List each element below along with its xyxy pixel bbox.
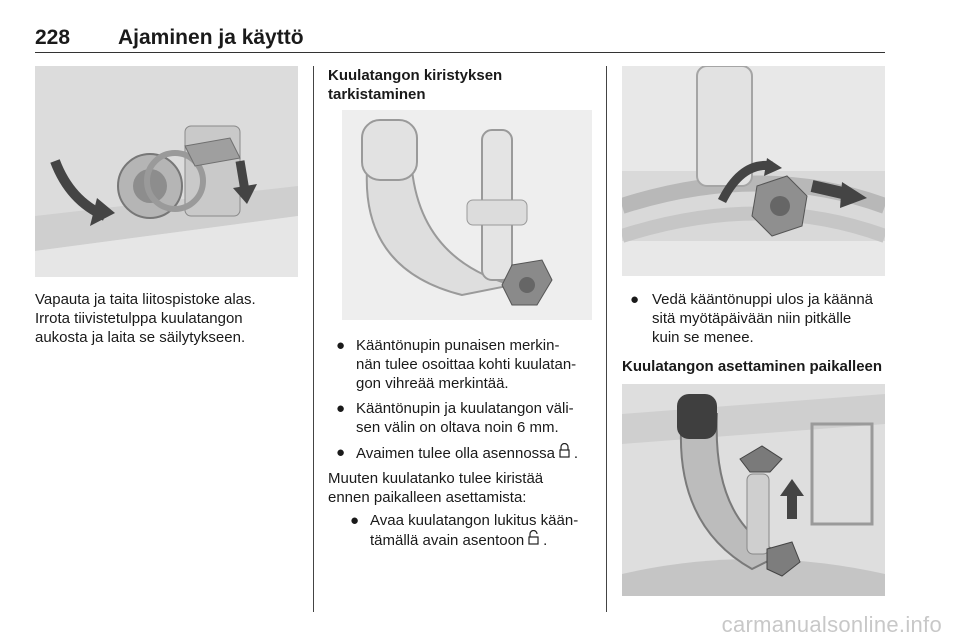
page-number: 228 (35, 26, 71, 49)
col2-sub-bullet-list (328, 511, 606, 550)
col2-bullet-1-line-2: nän tulee osoittaa kohti kuulatan- (356, 356, 577, 373)
col2-bullet-1-line-3: gon vihreää merkintää. (356, 375, 509, 392)
lock-icon (559, 446, 574, 461)
col3-bullet-line-3: kuin se menee. (652, 329, 754, 346)
figure-socket-fold (35, 66, 298, 277)
header-rule (35, 52, 885, 53)
unlock-icon (528, 533, 543, 548)
bullet-dot-icon: ● (630, 291, 640, 308)
column-1-text (35, 290, 305, 347)
insert-illustration (622, 384, 885, 596)
col2-paragraph-line-1: Muuten kuulatanko tulee kiristää (328, 470, 544, 487)
chapter-title: Ajaminen ja käyttö (118, 26, 304, 49)
col2-bullet-1 (328, 336, 606, 393)
col2-bullet-list (328, 336, 606, 463)
socket-illustration (35, 66, 298, 277)
col1-line-3: aukosta ja laita se säilytykseen. (35, 329, 246, 346)
column-divider-1 (313, 66, 314, 612)
col1-line-2: Irrota tiivistetulppa kuulatangon (35, 310, 243, 327)
col2-heading (328, 66, 598, 104)
col2-sub-bullet: ● Avaa kuulatangon lukitus kään- tämällä avain asentoon . (350, 512, 579, 549)
col3-bullet-line-2: sitä myötäpäivään niin pitkälle (652, 310, 852, 327)
figure-tow-bar-check (342, 110, 592, 320)
bullet-dot-icon: ● (336, 444, 346, 461)
col2-heading-line-2: tarkistaminen (328, 86, 426, 103)
col2-bullet-1-line-1: Kääntönupin punaisen merkin- (356, 337, 560, 354)
col3-bullet-list (622, 290, 892, 347)
column-divider-2 (606, 66, 607, 612)
figure-knob-pull (622, 66, 885, 276)
col2-text-block (328, 336, 606, 556)
col2-bullet-2-line-1: Kääntönupin ja kuulatangon väli- (356, 400, 574, 417)
bullet-dot-icon: ● (336, 337, 346, 354)
col2-bullet-3-line-1: Avaimen tulee olla asennossa (356, 445, 556, 462)
col2-bullet-2 (328, 399, 606, 437)
tow-bar-illustration (342, 110, 592, 320)
col1-paragraph (35, 290, 305, 347)
col3-text-block (622, 290, 892, 376)
figure-tow-bar-insert (622, 384, 885, 596)
col2-heading-line-1: Kuulatangon kiristyksen (328, 67, 503, 84)
col2-sub-bullet-line-1: Avaa kuulatangon lukitus kään- (370, 512, 579, 529)
col3-bullet (622, 290, 892, 347)
col2-heading-block (328, 66, 598, 104)
col1-line-1: Vapauta ja taita liitospistoke alas. (35, 291, 256, 308)
knob-illustration (622, 66, 885, 276)
watermark-text: carmanualsonline.info (721, 612, 942, 637)
bullet-dot-icon: ● (350, 512, 360, 529)
col2-paragraph (328, 469, 606, 507)
col2-bullet-3: ● Avaimen tulee olla asennossa . (336, 444, 578, 462)
col2-paragraph-line-2: ennen paikalleen asettamista: (328, 489, 527, 506)
col2-bullet-2-line-2: sen välin on oltava noin 6 mm. (356, 419, 559, 436)
col3-bullet-line-1: Vedä kääntönuppi ulos ja käännä (652, 291, 874, 308)
bullet-dot-icon: ● (336, 400, 346, 417)
col2-sub-bullet-line-2: tämällä avain asentoon (370, 532, 525, 549)
col3-heading: Kuulatangon asettaminen paikalleen (622, 358, 883, 375)
